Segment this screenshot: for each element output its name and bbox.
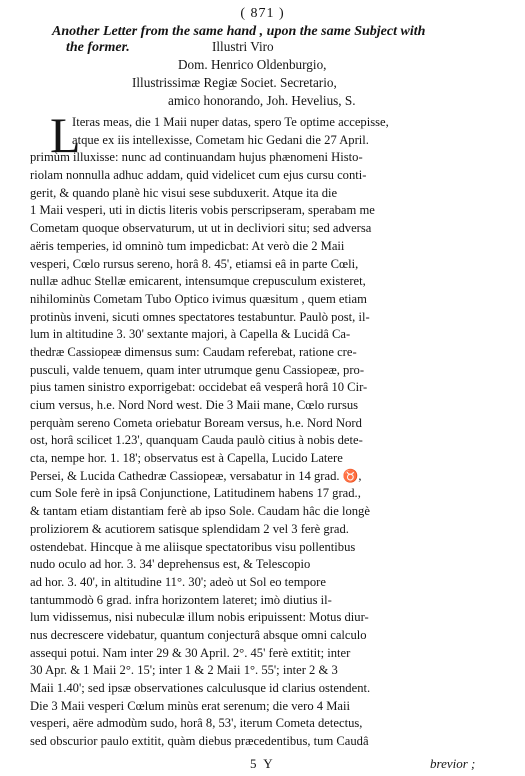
body-line: cium versus, h.e. Nord Nord west. Die 3 Maii mane, Cœlo rursus: [30, 398, 359, 412]
body-line: ostendebat. Hincque à me aliisque spectatoribus visu pollentibus: [30, 539, 356, 554]
body-line: ad hor. 3. 40', in altitudine 11°. 30'; adeò ut Sol eo tempore: [30, 574, 326, 589]
body-line: 1 Maii vesperi, uti in dictis literis vobis perscripseram, sperabam me: [30, 203, 375, 218]
body-line: Die 3 Maii vesperi Cœlum minùs erat serenum; die vero 4 Maii: [30, 698, 351, 713]
body-line: proliziorem & acutiorem satisque splendidam 2 vel 3 ferè grad.: [30, 521, 349, 536]
body-line: vesperi, Cœlo rursus sereno, horâ 8. 45', etiamsi eâ in parte Cœli,: [30, 256, 359, 271]
body-line: cum Sole ferè in ipsâ Conjunctione, Latitudinem habens 17 grad.,: [30, 486, 361, 501]
body-line: nus decrescere videbatur, quantum conjecturâ absque omni calculo: [30, 627, 367, 642]
body-line: sed obscurior paulo extitit, quàm diebus præcedentibus, tum Caudâ: [30, 734, 369, 749]
body-line: lum in altitudine 3. 30' sextante majori, à Capella & Lucidâ Ca-: [30, 327, 351, 342]
body-line: pusculi, valde tenuem, quam inter utrumque genu Cassiopeæ, pro-: [30, 362, 365, 377]
body-line: primùm illuxisse: nunc ad continuandam hujus phænomeni Histo-: [30, 150, 363, 165]
body-line: vesperi, aëre admodùm sudo, horâ 8, 53', iterum Cometa detectus,: [30, 716, 363, 731]
body-line: riolam nonnulla adhuc addam, quid videlicet cum ejus cursu conti-: [30, 168, 367, 183]
body-line: Iteras meas, die 1 Maii nuper datas, spero Te optime accepisse,: [72, 115, 389, 129]
body-line: lum vidissemus, nisi nubeculæ illum nobis eripuissent: Motus diur-: [30, 610, 369, 625]
catchword: brevior ;: [430, 756, 476, 771]
body-line: protinùs inveni, sicuti omnes spectatores testabuntur. Paulò post, il-: [30, 309, 370, 324]
signature-mark: 5 Y: [250, 756, 275, 771]
body-line: perquàm sereno Cometa oriebatur Boream versus, h.e. Nord Nord: [30, 415, 362, 430]
page-number: ( 871 ): [240, 6, 285, 21]
body-line: & tantam etiam distantiam ferè ab ipso Sole. Caudam hâc die longè: [30, 504, 370, 519]
address-line-3: Illustrissimæ Regiæ Societ. Secretario,: [132, 75, 337, 90]
body-line: Persei, & Lucida Cathedræ Cassiopeæ, versabatur in 14 grad. ♉,: [30, 468, 362, 483]
body-line: atque ex iis intellexisse, Cometam hic Gedani die 27 April.: [72, 132, 369, 147]
body-line: nudo oculo ad hor. 3. 34' deprehensus est, & Telescopio: [30, 557, 311, 572]
address-line-4: amico honorando, Joh. Hevelius, S.: [168, 93, 356, 108]
body-line: 30 Apr. & 1 Maii 2°. 15'; inter 1 & 2 Maii 1°. 55'; inter 2 & 3: [30, 663, 338, 678]
body-line: cta, nempe hor. 1. 18'; observatus est à Capella, Lucido Latere: [30, 451, 343, 466]
address-line-2: Dom. Henrico Oldenburgio,: [178, 57, 327, 72]
body-line: thedræ Cassiopeæ dimensus sum: Caudam referebat, ratione cre-: [30, 344, 357, 359]
body-line: nullæ adhuc Stellæ emicarent, intensumque crepusculum existeret,: [30, 274, 366, 289]
body-line: nihilominùs Cometam Tubo Optico ivimus quæsitum , quem etiam: [30, 291, 367, 306]
body-line: pius tamen sinistro exporrigebat: occidebat eâ vesperâ horâ 10 Cir-: [30, 380, 368, 395]
address-line-1: Illustri Viro: [212, 39, 274, 54]
heading-line-1: Another Letter from the same hand , upon the same Subject with: [52, 24, 426, 39]
drop-cap: L: [50, 107, 81, 163]
page-footer: [0, 756, 525, 774]
body-line: gerit, & quando planè hic visui sese subduxerit. Atque ita die: [30, 185, 338, 200]
body-line: aëris temperies, id omninò tum impedicbat: At verò die 2 Maii: [30, 238, 345, 253]
body-line: tantummodò 6 grad. infra horizontem lateret; imò diutius il-: [30, 592, 332, 607]
body-line: Maii 1.40'; sed ipsæ observationes calculusque id clarius ostendent.: [30, 681, 371, 695]
heading-line-2: the former.: [66, 40, 130, 55]
body-line: assequi potui. Nam inter 29 & 30 April. 2°. 45' ferè extitit; inter: [30, 645, 351, 660]
letter-body: [30, 107, 500, 751]
body-line: Cometam quoque observaturum, ut ut in decliviori situ; sed adversa: [30, 221, 372, 236]
body-line: ost, horâ scilicet 1.23', quanquam Cauda paulò citius à nobis dete-: [30, 433, 363, 448]
